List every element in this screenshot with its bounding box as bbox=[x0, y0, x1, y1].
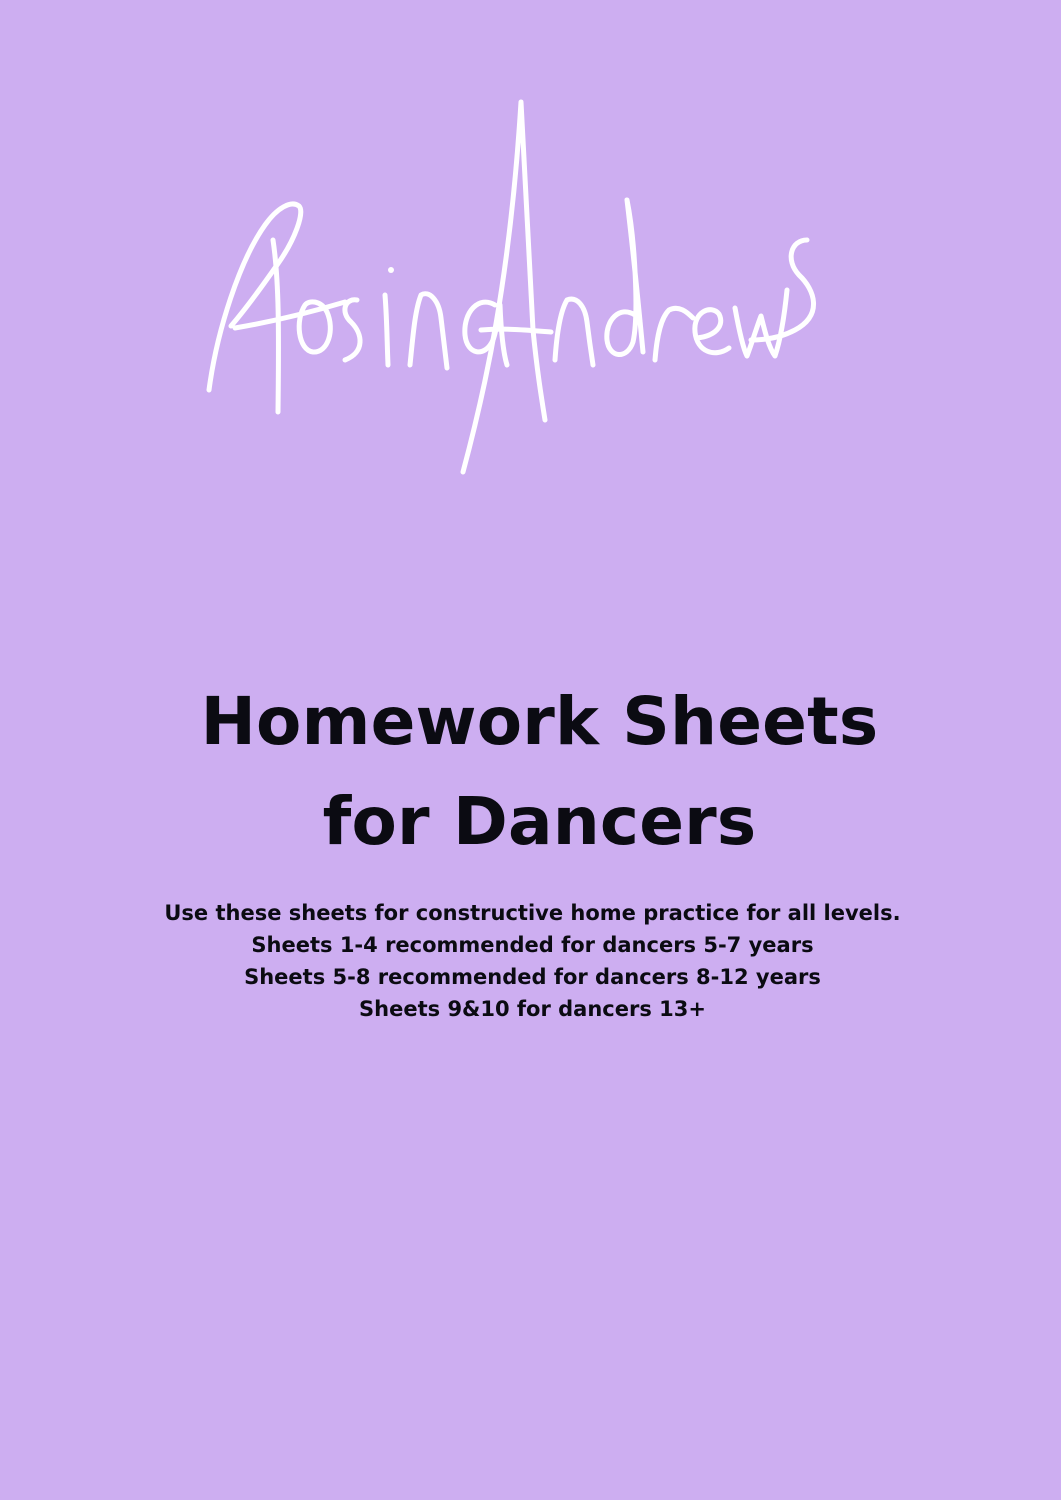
title-line-2: for Dancers bbox=[322, 783, 757, 860]
description-line-3: Sheets 5-8 recommended for dancers 8-12 years bbox=[244, 965, 821, 989]
description-line-2: Sheets 1-4 recommended for dancers 5-7 years bbox=[251, 933, 814, 957]
document-title bbox=[0, 672, 1061, 872]
title-line-1: Homework Sheets bbox=[200, 683, 879, 760]
description-block bbox=[0, 897, 1061, 1025]
signature-logo bbox=[195, 90, 820, 520]
signature-graphic bbox=[195, 90, 820, 520]
description-line-1: Use these sheets for constructive home practice for all levels. bbox=[164, 901, 901, 925]
description-line-4: Sheets 9&10 for dancers 13+ bbox=[359, 997, 706, 1021]
